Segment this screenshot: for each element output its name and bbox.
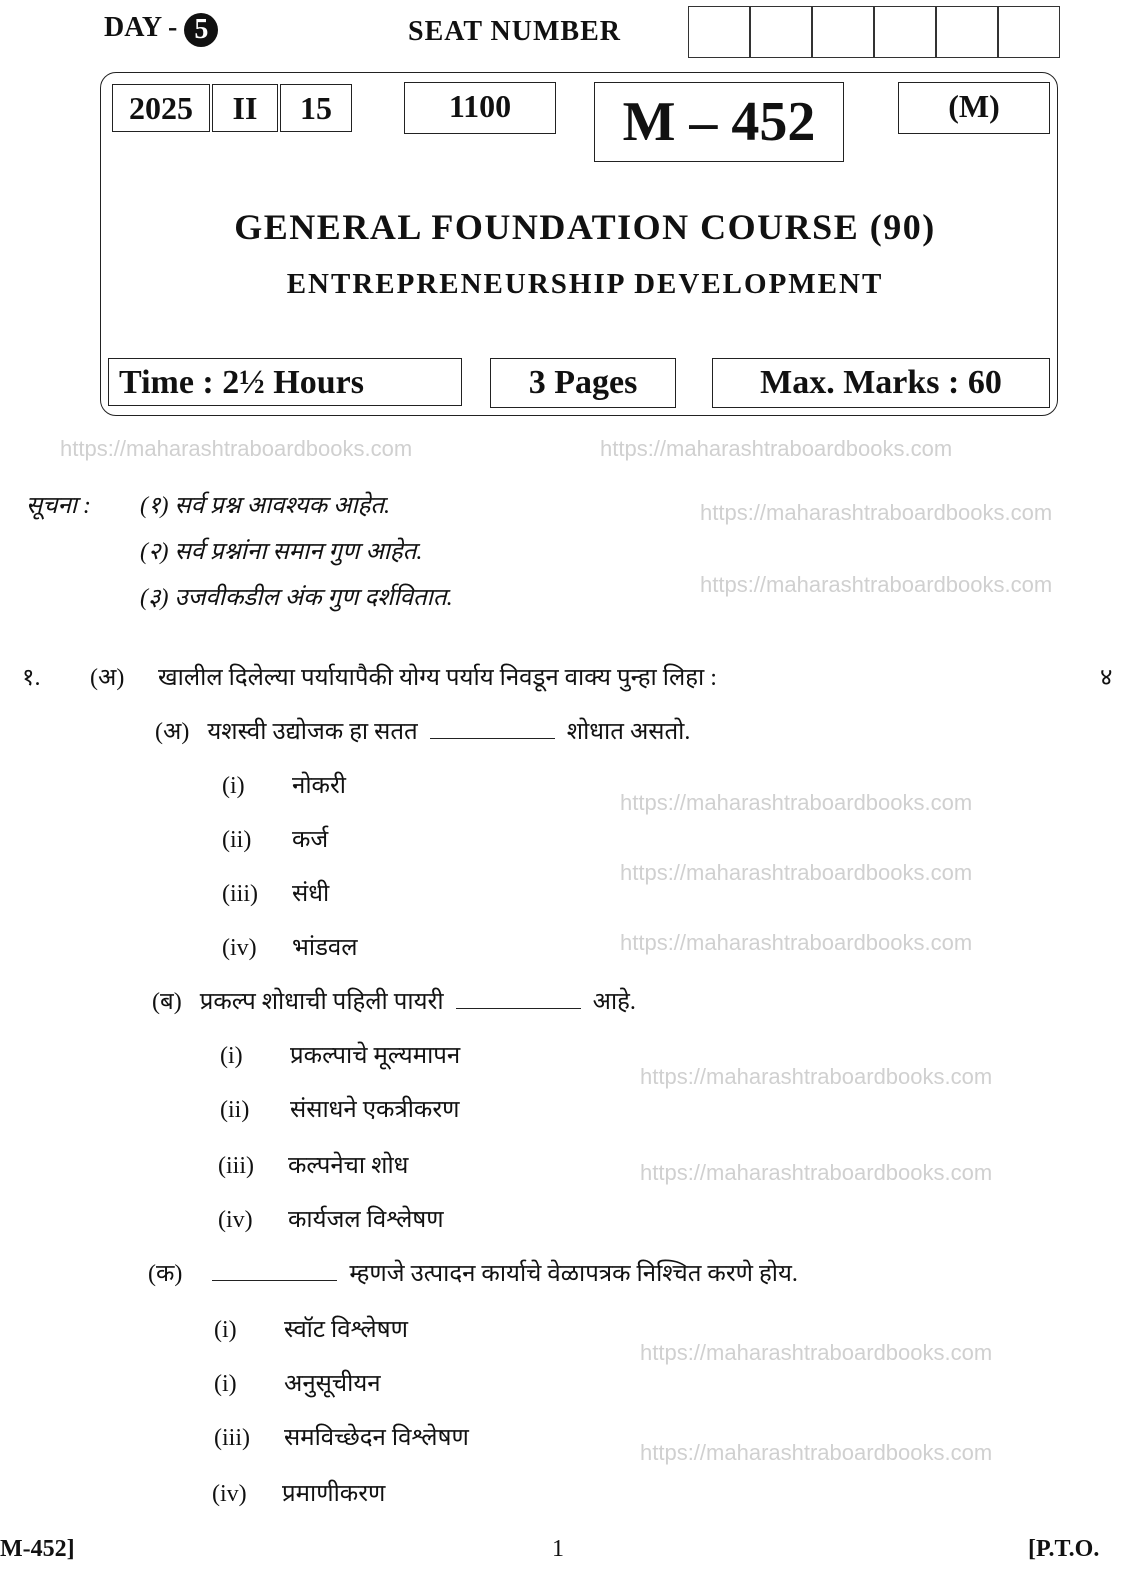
instruction-item: (३) उजवीकडील अंक गुण दर्शवितात.	[140, 585, 453, 611]
question-number: १.	[22, 665, 41, 691]
question-marks: ४	[1100, 665, 1113, 691]
year: 2025	[112, 84, 210, 132]
time-allowed: Time : 2½ Hours	[108, 358, 462, 406]
watermark: https://maharashtraboardbooks.com	[620, 930, 973, 955]
pto-label: [P.T.O.	[1028, 1536, 1100, 1562]
option: (i) प्रकल्पाचे मूल्यमापन	[220, 1043, 461, 1069]
watermark: https://maharashtraboardbooks.com	[640, 1440, 993, 1465]
page-number: 1	[552, 1536, 564, 1562]
day-label: DAY - 5	[104, 12, 218, 47]
option: (iv) कार्यजल विश्लेषण	[218, 1207, 444, 1233]
watermark: https://maharashtraboardbooks.com	[700, 500, 1053, 525]
question-instruction: खालील दिलेल्या पर्यायापैकी योग्य पर्याय निवडून वाक्य पुन्हा लिहा :	[158, 665, 717, 691]
instruction-item: (१) सर्व प्रश्न आवश्यक आहेत.	[140, 493, 391, 519]
watermark: https://maharashtraboardbooks.com	[60, 436, 413, 461]
time-code: 1100	[404, 82, 556, 134]
instructions-label: सूचना :	[26, 493, 91, 519]
instruction-item: (२) सर्व प्रश्नांना समान गुण आहेत.	[140, 539, 423, 565]
watermark: https://maharashtraboardbooks.com	[640, 1160, 993, 1185]
option: (ii) कर्ज	[222, 827, 329, 853]
paper-code: M – 452	[594, 82, 844, 162]
option: (iv) भांडवल	[222, 935, 358, 961]
option: (i) स्वॉट विश्लेषण	[214, 1317, 408, 1343]
medium: (M)	[898, 82, 1050, 134]
subquestion: (अ) यशस्वी उद्योजक हा सतत शोधात असतो.	[155, 719, 691, 745]
seat-number-boxes[interactable]	[688, 2, 1064, 60]
option: (iii) समविच्छेदन विश्लेषण	[214, 1425, 469, 1451]
option: (i) अनुसूचीयन	[214, 1371, 381, 1397]
watermark: https://maharashtraboardbooks.com	[700, 572, 1053, 597]
seat-number-label: SEAT NUMBER	[408, 16, 622, 47]
subject-title: ENTREPRENEURSHIP DEVELOPMENT	[286, 268, 884, 300]
watermark: https://maharashtraboardbooks.com	[620, 860, 973, 885]
max-marks: Max. Marks : 60	[712, 358, 1050, 408]
day-number: 5	[184, 13, 218, 47]
course-title: GENERAL FOUNDATION COURSE (90)	[234, 207, 936, 247]
option: (ii) संसाधने एकत्रीकरण	[220, 1097, 460, 1123]
watermark: https://maharashtraboardbooks.com	[600, 436, 953, 461]
option: (i) नोकरी	[222, 773, 346, 799]
question-part-label: (अ)	[90, 665, 125, 691]
month: II	[212, 84, 278, 132]
date: 15	[280, 84, 352, 132]
subquestion: (ब) प्रकल्प शोधाची पहिली पायरी आहे.	[152, 989, 636, 1015]
option: (iii) कल्पनेचा शोध	[218, 1153, 409, 1179]
option: (iii) संधी	[222, 881, 330, 907]
watermark: https://maharashtraboardbooks.com	[640, 1340, 993, 1365]
watermark: https://maharashtraboardbooks.com	[640, 1064, 993, 1089]
option: (iv) प्रमाणीकरण	[212, 1481, 386, 1507]
footer-paper-code: M-452]	[0, 1536, 75, 1562]
page-count: 3 Pages	[490, 358, 676, 408]
subquestion: (क) म्हणजे उत्पादन कार्याचे वेळापत्रक निश्चित करणे होय.	[148, 1261, 798, 1287]
watermark: https://maharashtraboardbooks.com	[620, 790, 973, 815]
